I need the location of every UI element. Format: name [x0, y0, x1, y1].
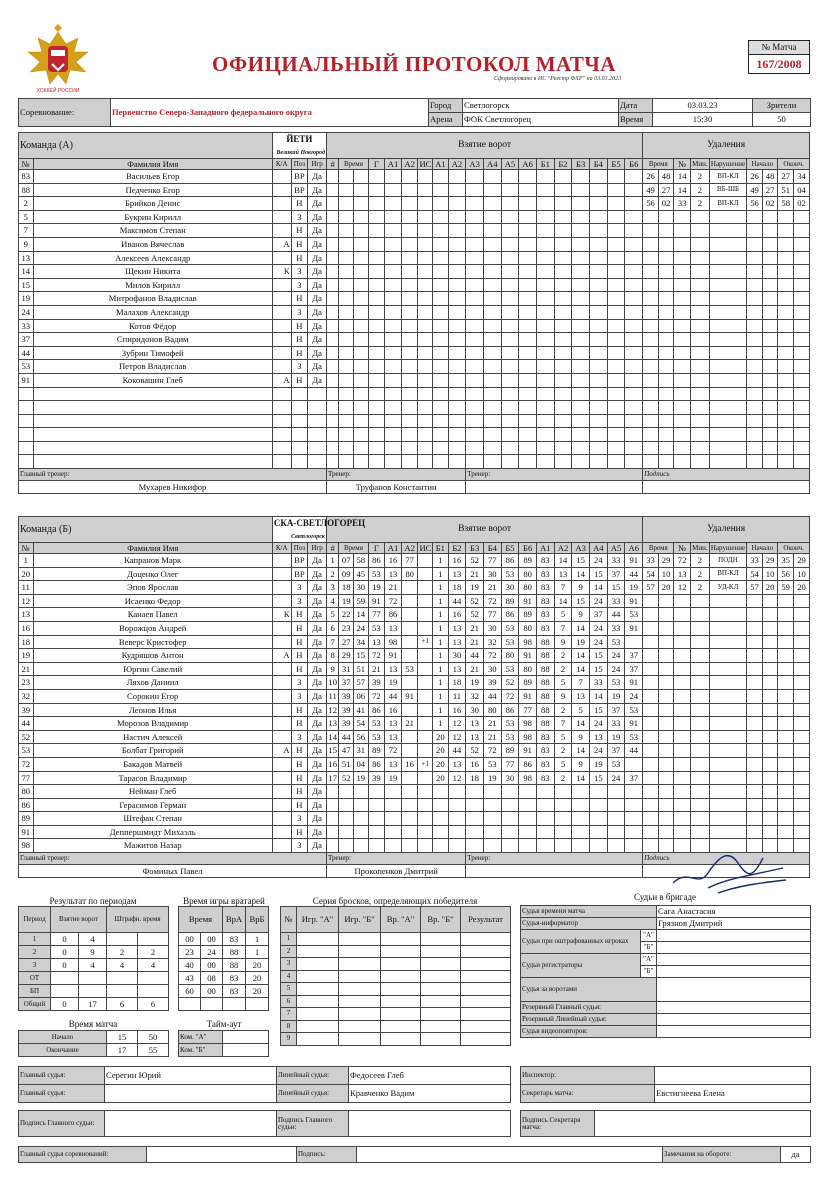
- player-row: 13 Алексеев Александр Н Да: [19, 251, 810, 265]
- player-row: 11 Эпов Ярослав З Да 3 18 30 19 21 1 18 19 21 30 80 83 7 9 14 15 19 57 20 12 2 УД-КЛ 57 20 59 20: [19, 581, 810, 595]
- shootout-row: 8: [281, 1020, 511, 1033]
- team_a-name: ЙЕТИ Великий Новгород: [272, 133, 326, 159]
- player-row: 89 Штефан Степан З Да: [19, 812, 810, 826]
- player-row: 2 Брийков Денис Н Да 56 02 33 2 ВП-КЛ 56 02 58 02: [19, 197, 810, 211]
- team_b-head-coach-label: Главный тренер:: [19, 853, 327, 865]
- team_a-head-coach-label: Главный тренер:: [19, 469, 327, 481]
- registrars-label: Судьи регистраторы: [521, 954, 641, 978]
- shootout-row: 1: [281, 933, 511, 946]
- periods-table: [18, 906, 169, 1011]
- inspector-label: Инспектор:: [521, 1067, 655, 1085]
- player-row: 52 Настич Алексей З Да 14 44 56 53 13 20 12 13 21 53 98 83 5 9 13 19 53: [19, 730, 810, 744]
- goalie-row: 43 08 83 20: [179, 972, 269, 985]
- goalie-row: 40 00 88 20: [179, 959, 269, 972]
- spectators-label: Зрители: [753, 99, 811, 113]
- shootout-row: 6: [281, 995, 511, 1008]
- team_b-coach-label: Тренер:: [326, 853, 465, 865]
- signature-secretary-table: [520, 1110, 811, 1137]
- reg-side-b: "Б": [641, 966, 657, 978]
- player-row: [19, 414, 810, 428]
- match-time-title: Время матча: [68, 1019, 118, 1029]
- svg-text:ХОККЕЙ РОССИИ: ХОККЕЙ РОССИИ: [36, 88, 80, 94]
- reserve-ref-label: Резервный Главный судья:: [521, 1002, 657, 1014]
- player-row: 72 Бакадов Матвей Н Да 16 51 04 86 13 16 +1 20 13 16 53 77 86 83 5 9 19 53: [19, 757, 810, 771]
- player-row: 80 Нейман Глеб Н Да: [19, 785, 810, 799]
- shootout-no-header: №: [281, 907, 297, 933]
- goalies-title: Время игры вратарей: [183, 896, 265, 906]
- player-row: 44 Зубрин Тимофей Н Да: [19, 346, 810, 360]
- signatures-table: [18, 1110, 511, 1137]
- team_a-goals-header: Взятие ворот: [326, 133, 642, 159]
- player-row: 19 Митрофанов Владислав Н Да: [19, 292, 810, 306]
- referee-label: Главный судья:: [19, 1067, 105, 1085]
- match-info-table: [18, 98, 811, 127]
- player-row: [19, 455, 810, 469]
- match-number: 167/2008: [756, 57, 802, 71]
- player-row: 44 Морозов Владимир Н Да 13 39 54 53 13 21 1 12 13 21 53 98 88 7 14 24 33 91: [19, 717, 810, 731]
- timeout-table: [178, 1030, 269, 1057]
- final-row-table: [18, 1146, 811, 1163]
- secretary-label: Секретарь матча:: [521, 1085, 655, 1103]
- penbox-side-a: "А": [641, 930, 657, 942]
- team_b-penalties-header: Удаления: [643, 517, 810, 543]
- time-label: Время: [619, 113, 653, 127]
- reserve-linesman-label: Резервный Линейный судья:: [521, 1014, 657, 1026]
- period-row: Общий 0 17 6 6: [19, 998, 169, 1011]
- arena-label: Арена: [429, 113, 463, 127]
- penbox-side-b: "Б": [641, 942, 657, 954]
- comp-referee-label: Главный судья соревнований:: [19, 1147, 147, 1163]
- shootout-row: 7: [281, 1008, 511, 1021]
- goalie-time-header: Время: [179, 907, 223, 933]
- period-row: 2 0 9 2 2: [19, 946, 169, 959]
- team-b-section: [18, 516, 810, 878]
- player-row: [19, 401, 810, 415]
- video-judge-label: Судья видеоповторов:: [521, 1026, 657, 1038]
- officials-title: Судьи в бригаде: [633, 892, 697, 902]
- goalie-row: 23 24 88 1: [179, 946, 269, 959]
- signature-scribble: [668, 838, 788, 898]
- team_a-penalties-header: Удаления: [643, 133, 810, 159]
- city-label: Город: [429, 99, 463, 113]
- goalie-row: 60 00 83 20: [179, 985, 269, 998]
- generated-note: Сформировано в ИС "Реестр ФХР" на 03.03.2023: [494, 76, 622, 82]
- start-minute: 50: [138, 1031, 169, 1044]
- player-row: 15 Милов Кирилл З Да: [19, 278, 810, 292]
- timeout-a-label: Ком. "А": [179, 1031, 223, 1044]
- player-row: 5 Букрин Кирилл З Да: [19, 210, 810, 224]
- goalie-b-header: ВрБ: [246, 907, 269, 933]
- period-row: БП: [19, 985, 169, 998]
- player-row: 16 Ворожцов Андрей Н Да 6 23 24 53 13 1 13 21 30 53 80 83 7 14 24 33 91: [19, 621, 810, 635]
- period-row: ОТ: [19, 972, 169, 985]
- period-pen-header: Штрафн. время: [107, 907, 169, 933]
- penbox-label: Судьи при оштрафованных игроках: [521, 930, 641, 954]
- date-label: Дата: [619, 99, 653, 113]
- end-label: Окончание: [19, 1044, 107, 1057]
- player-row: [19, 441, 810, 455]
- player-row: 53 Петров Владислав З Да: [19, 360, 810, 374]
- team_b-table: Команда (Б) СКА-СВЕТЛОГОРЕЦ Светлогорск Взятие ворот Удаления № Фамилия Имя К/А Поз Игр # Время Г А1 А2 ИС Б1 Б2 Б3 Б4 Б5 Б6 А1 А2 А3 А4 А5 А6 Время № Мин. Нарушение Начало Оконч. 1 Капранов Марк ВР Да 1 07 58 86 16 77 1 16 52 77 86 89 83 14 15 24 33 91 33 29 72 2 ПОДН 33 29 35 29 20 Доценко Олег ВР Да 2 09 45 53 13 80 1 13 21 30 53 80 83 13 14 15 37 44 54 10 13 2 ВП-КЛ 54 10 56 10 11 Эпов Ярослав З Да 3 18 30 19 21 1 18 19 21 30 80 83 7 9 14 15 19 57 20 12 2 УД-КЛ 57 20 59 20 12 Исаенко Федор З Да 4 19 59 91 72 1 44 52 72 89 91 83 14 15 24 33 91 13 Канаев Павел К Н Да 5 22 14 77 86 1 16 52 77 86 89 83 5 9 37 44 53 16 Ворожцов Андрей Н Да 6 23 24 53 13 1 13 21 30 53 80 83 7 14 24 33 91 18 Веверс Кристофер Н Да 7 27 34 13 98 +1 1 13 21 32 53 98 88 9 19 24 53 19 Кудряшов Антон А Н Да 8 29 15 72 91 1 30 44 72 80 91 88 2 14 15 24 37 21 Юргин Савелий Н Да 9 31 51 21 13 53 1 13 21 30 53 80 88 2 14 15 24 37 23 Ляхов Даниил З Да 10 37 57 39 19 1 18 19 39 52 89 88 5 7 33 53 91 32 Сорокин Егор З Да 11 39 06 72 44 91 1 11 32 44 72 91 88 9 13 14 19 24 39 Леонов Илья Н Да 12 39 41 86 16 1 16 30 80 86 77 88 2 5 15 37 53 44 Морозов Владимир Н Да 13 39 54 53 13 21 1 12 13 21 53 98 88 7 14 24 33 91 52 Настич Алексей З Да 14 44 56 53 13 20 12 13 21 53 98 83 5 9 13 19 53 53 Болбат Григорий А Н Да 15 47 31 89 72 20 44 52 72 89 91 83 2 14 24 37 44 72 Бакадов Матвей Н Да 16 51 04 86 13 16 +1 20 13 16 53 77 86 83 5 9 19 53 77 Тарасов Владимир Н Да 17 52 19 39 19 20 12 18 19 30 98 83 2 14 15 24 37 80 Нейман Глеб Н Да 86 Герасимов Герман Н Да 89 Штефан Степан З Да 91 Деппершмидт Михаэль Н Да 98 Мажитов Назар З Да Главный тренер: Тренер: Тренер: Подпись Фоминых Павел Прокопенков Дмитрий: [18, 516, 810, 878]
- competition-label: Соревнование:: [19, 99, 111, 127]
- informer-name: Грязнов Дмитрий: [657, 918, 811, 930]
- competition-name: Первенство Северо-Западного федерального округа: [111, 99, 429, 127]
- team-a-section: [18, 132, 810, 494]
- sign-referee-label: Подпись Главного судьи:: [19, 1111, 105, 1137]
- team_b-coach: Прокопенков Дмитрий: [326, 865, 465, 878]
- team_a-city: Великий Новгород: [276, 150, 325, 156]
- periods-title: Результат по периодам: [49, 896, 137, 906]
- referee-1: Серегин Юрий: [105, 1067, 277, 1085]
- date-value: 03.03.23: [653, 99, 753, 113]
- shootout-title: Серия бросков, определяющих победителя: [312, 896, 478, 906]
- goalie-a-header: ВрА: [223, 907, 246, 933]
- officials-table: [520, 905, 811, 1038]
- referee-2: [105, 1085, 277, 1103]
- period-header: Период: [19, 907, 51, 933]
- shootout-row: 2: [281, 945, 511, 958]
- end-minute: 55: [138, 1044, 169, 1057]
- timeout-title: Тайм-аут: [206, 1019, 242, 1029]
- shootout-row: 9: [281, 1033, 511, 1046]
- player-row: 24 Малахов Александр З Да: [19, 305, 810, 319]
- start-hour: 15: [107, 1031, 138, 1044]
- shootout-res-header: Результат: [461, 907, 511, 933]
- reg-side-a: "А": [641, 954, 657, 966]
- timeout-b-label: Ком. "Б": [179, 1044, 223, 1057]
- start-label: Начало: [19, 1031, 107, 1044]
- player-row: 33 Котов Фёдор Н Да: [19, 319, 810, 333]
- sign-referee-label-2: Подпись Главного судьи:: [277, 1111, 349, 1137]
- player-row: 86 Герасимов Герман Н Да: [19, 798, 810, 812]
- player-row: 91 Деппершмидт Михаэль Н Да: [19, 825, 810, 839]
- player-row: 9 Иванов Вячеслав А Н Да: [19, 237, 810, 251]
- player-row: 88 Педченко Егор ВР Да 49 27 14 2 ВБ-ШБ 49 27 51 04: [19, 183, 810, 197]
- player-row: 98 Мажитов Назар З Да: [19, 839, 810, 853]
- player-row: 91 Коковашин Глеб А Н Да: [19, 373, 810, 387]
- player-row: 18 Веверс Кристофер Н Да 7 27 34 13 98 +1 1 13 21 32 53 98 88 9 19 24 53: [19, 635, 810, 649]
- period-goals-header: Взятие ворот: [51, 907, 107, 933]
- team_b-goals-header: Взятие ворот: [326, 517, 642, 543]
- player-row: 13 Канаев Павел К Н Да 5 22 14 77 86 1 16 52 77 86 89 83 5 9 37 44 53: [19, 608, 810, 622]
- match-number-label: № Матча: [749, 41, 809, 55]
- team_b-name: СКА-СВЕТЛОГОРЕЦ Светлогорск: [272, 517, 326, 543]
- timekeeper-name: Сага Анастасия: [657, 906, 811, 918]
- referee-label-2: Главный судья:: [19, 1085, 105, 1103]
- goalie-row: 00 00 83 1: [179, 933, 269, 946]
- end-hour: 17: [107, 1044, 138, 1057]
- informer-label: Судья-информатор: [521, 918, 657, 930]
- player-row: 19 Кудряшов Антон А Н Да 8 29 15 72 91 1 30 44 72 80 91 88 2 14 15 24 37: [19, 649, 810, 663]
- page-title: ОФИЦИАЛЬНЫЙ ПРОТОКОЛ МАТЧА: [212, 52, 616, 76]
- shootout-row: 5: [281, 983, 511, 996]
- period-row: 1 0 4: [19, 933, 169, 946]
- player-row: 37 Спиридонов Вадим Н Да: [19, 333, 810, 347]
- team_a-table: Команда (А) ЙЕТИ Великий Новгород Взятие ворот Удаления № Фамилия Имя К/А Поз Игр # Время Г А1 А2 ИС А1 А2 А3 А4 А5 А6 Б1 Б2 Б3 Б4 Б5 Б6 Время № Мин. Нарушение Начало Оконч. 83 Васильев Егор ВР Да 26 48 14 2 ВП-КЛ 26 48 27 34 88 Педченко Егор ВР Да 49 27 14 2 ВБ-ШБ 49 27 51 04 2 Брийков Денис Н Да 56 02 33 2 ВП-КЛ 56 02 58 02 5 Букрин Кирилл З Да 7 Максимов Степан Н Да 9 Иванов Вячеслав А Н Да 13 Алексеев Александр Н Да 14 Щекин Никита К З Да 15 Милов Кирилл З Да 19 Митрофанов Владислав Н Да 24 Малахов Александр З Да 33 Котов Фёдор Н Да 37 Спиридонов Вадим Н Да 44 Зубрин Тимофей Н Да 53 Петров Владислав З Да 91 Коковашин Глеб А Н Да Главный тренер: Тренер: Тренер: Подпись Мухарев Никифор Труфанов Константин: [18, 132, 810, 494]
- timekeeper-label: Судья времени матча: [521, 906, 657, 918]
- player-row: [19, 387, 810, 401]
- city-value: Светлогорск: [463, 99, 619, 113]
- shootout-va-header: Вр. "А": [381, 907, 421, 933]
- remarks-value: да: [781, 1147, 811, 1163]
- shootout-table: [280, 906, 511, 1046]
- linesman-label-2: Линейный судья:: [277, 1085, 349, 1103]
- linesman-label: Линейный судья:: [277, 1067, 349, 1085]
- player-row: 12 Исаенко Федор З Да 4 19 59 91 72 1 44 52 72 89 91 83 14 15 24 33 91: [19, 594, 810, 608]
- time-value: 15:30: [653, 113, 753, 127]
- team_a-coach-label: Тренер:: [326, 469, 465, 481]
- shootout-pb-header: Игр. "Б": [339, 907, 381, 933]
- inspector-table: [520, 1066, 811, 1103]
- period-row: 3 0 4 4 4: [19, 959, 169, 972]
- player-row: 7 Максимов Степан Н Да: [19, 224, 810, 238]
- team_b-head-coach: Фоминых Павел: [19, 865, 327, 878]
- player-row: 21 Юргин Савелий Н Да 9 31 51 21 13 53 1 13 21 30 53 80 88 2 14 15 24 37: [19, 662, 810, 676]
- shootout-vb-header: Вр. "Б": [421, 907, 461, 933]
- team_a-coach: Труфанов Константин: [326, 481, 465, 494]
- player-row: 14 Щекин Никита К З Да: [19, 265, 810, 279]
- player-row: 83 Васильев Егор ВР Да 26 48 14 2 ВП-КЛ 26 48 27 34: [19, 170, 810, 184]
- spectators-value: 50: [753, 113, 811, 127]
- shootout-row: 4: [281, 970, 511, 983]
- final-sign-label: Подпись:: [297, 1147, 357, 1163]
- player-row: 77 Тарасов Владимир Н Да 17 52 19 39 19 20 12 18 19 30 98 83 2 14 15 24 37: [19, 771, 810, 785]
- match-time-table: [18, 1030, 169, 1057]
- shootout-row: 3: [281, 958, 511, 971]
- player-row: 53 Болбат Григорий А Н Да 15 47 31 89 72 20 44 52 72 89 91 83 2 14 24 37 44: [19, 744, 810, 758]
- team_b-label: Команда (Б): [19, 517, 273, 543]
- team_a-label: Команда (А): [19, 133, 273, 159]
- goal-judge-label: Судья за воротами: [521, 978, 657, 1002]
- player-row: 39 Леонов Илья Н Да 12 39 41 86 16 1 16 30 80 86 77 88 2 5 15 37 53: [19, 703, 810, 717]
- player-row: [19, 428, 810, 442]
- arena-value: ФОК Светлогорец: [463, 113, 619, 127]
- player-row: 23 Ляхов Даниил З Да 10 37 57 39 19 1 18 19 39 52 89 88 5 7 33 53 91: [19, 676, 810, 690]
- goalies-table: [178, 906, 269, 1011]
- team_b-city: Светлогорск: [291, 534, 325, 540]
- sign-secretary-label: Подпись Секретаря матча:: [521, 1111, 595, 1137]
- referees-table: [18, 1066, 511, 1103]
- team_a-head-coach: Мухарев Никифор: [19, 481, 327, 494]
- remarks-label: Замечания на обороте:: [663, 1147, 781, 1163]
- player-row: 32 Сорокин Егор З Да 11 39 06 72 44 91 1 11 32 44 72 91 88 9 13 14 19 24: [19, 689, 810, 703]
- linesman-2: Кравченко Вадим: [349, 1085, 511, 1103]
- match-number-box: [748, 40, 810, 74]
- linesman-1: Федосеев Глеб: [349, 1067, 511, 1085]
- shootout-pa-header: Игр. "А": [297, 907, 339, 933]
- player-row: 1 Капранов Марк ВР Да 1 07 58 86 16 77 1 16 52 77 86 89 83 14 15 24 33 91 33 29 72 2 ПОДН 33 29 35 29: [19, 554, 810, 568]
- player-row: 20 Доценко Олег ВР Да 2 09 45 53 13 80 1 13 21 30 53 80 83 13 14 15 37 44 54 10 13 2 ВП-КЛ 54 10 56 10: [19, 567, 810, 581]
- secretary-name: Евстигнеева Елена: [655, 1085, 811, 1103]
